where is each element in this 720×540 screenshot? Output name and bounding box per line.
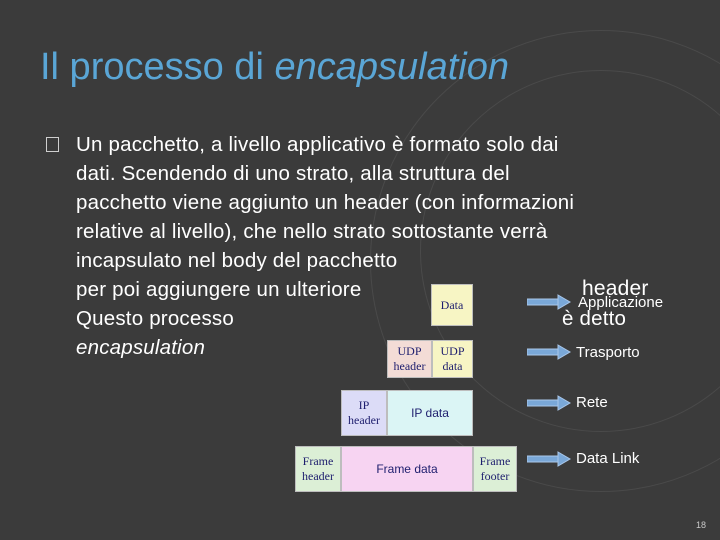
arrow-right-icon	[527, 451, 571, 467]
udp-header-box: UDP header	[387, 340, 432, 378]
frame-footer-box: Frame footer	[473, 446, 517, 492]
ip-data-box: IP data	[387, 390, 473, 436]
arrow-right-icon	[527, 344, 571, 360]
paragraph-line-2: dati. Scendendo di uno strato, alla struttura del	[76, 162, 510, 185]
layer-label-rete: Rete	[576, 394, 608, 411]
e-detto-text: è detto	[562, 307, 627, 330]
title-italic: encapsulation	[274, 46, 509, 88]
bullet-icon	[46, 137, 59, 152]
arrow-right-icon	[527, 395, 571, 411]
paragraph-line-1: Un pacchetto, a livello applicativo è formato solo dai	[76, 133, 559, 156]
layer-label-data-link: Data Link	[576, 450, 640, 467]
udp-data-box: UDP data	[432, 340, 473, 378]
layer-label-applicazione: Applicazione	[578, 294, 664, 311]
ip-header-box: IP header	[341, 390, 387, 436]
arrow-right-icon	[527, 294, 571, 310]
header-word: header	[582, 277, 649, 300]
slide-title	[40, 46, 509, 89]
paragraph-line-6: per poi aggiungere un ulteriore	[76, 278, 362, 301]
paragraph-line-3: pacchetto viene aggiunto un header (con informazioni	[76, 191, 575, 214]
title-regular: Il processo di	[40, 46, 275, 88]
paragraph-line-7: Questo processo	[76, 307, 234, 330]
page-number: 18	[695, 520, 706, 530]
frame-header-box: Frame header	[295, 446, 341, 492]
data-box: Data	[431, 284, 473, 326]
paragraph-line-5: incapsulato nel body del pacchetto	[76, 249, 398, 272]
paragraph-line-8: encapsulation	[76, 336, 206, 359]
layer-label-trasporto: Trasporto	[576, 344, 640, 361]
paragraph-line-4: relative al livello), che nello strato sottostante verrà	[76, 220, 548, 243]
frame-data-box: Frame data	[341, 446, 473, 492]
